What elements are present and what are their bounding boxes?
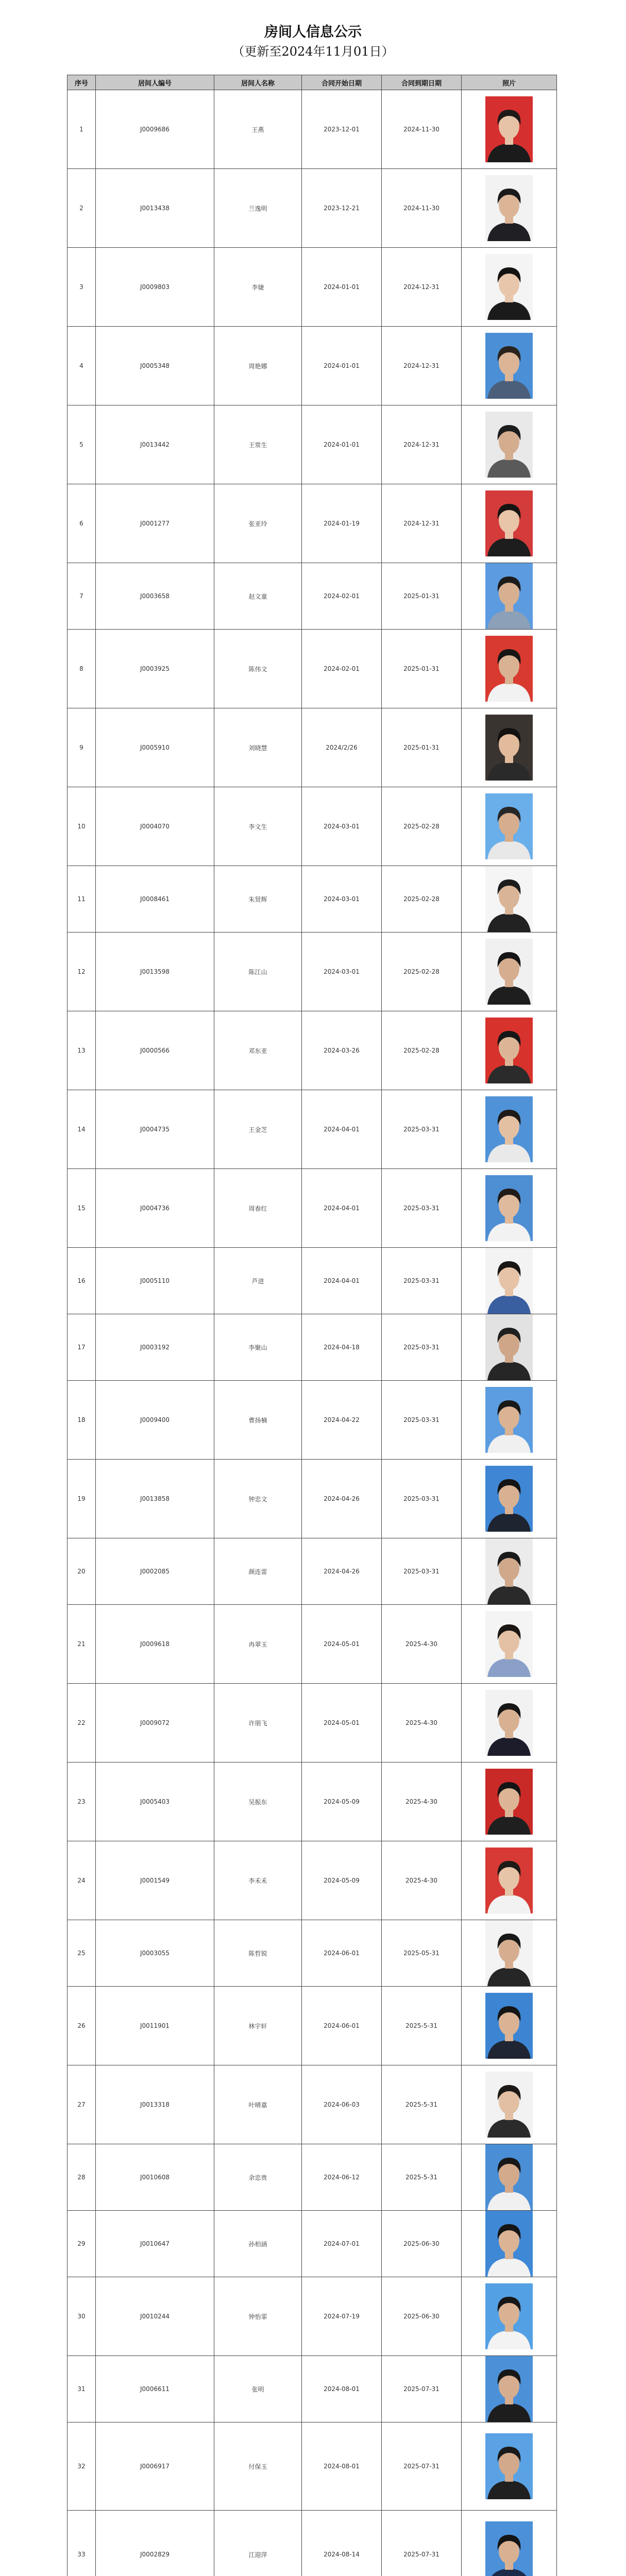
row-photo-cell [462,1169,557,1248]
portrait-photo [485,1387,533,1453]
page-title: 房间人信息公示 [264,24,362,40]
portrait-photo [485,1993,533,2059]
row-photo-cell [462,2144,557,2211]
row-start-date: 2024-06-03 [302,2065,382,2144]
row-end-date: 2024-12-31 [382,327,462,405]
row-code: J0005910 [96,708,214,787]
row-photo-cell [462,1460,557,1538]
table-row [67,169,557,248]
row-photo-cell [462,484,557,563]
table-row [67,1011,557,1090]
row-seq: 18 [67,1381,96,1460]
table-row [67,405,557,484]
row-name: 陈哲锐 [214,1920,302,1987]
row-seq: 26 [67,1987,96,2065]
table-row [67,1841,557,1920]
row-seq: 14 [67,1090,96,1169]
table-header-row [67,75,557,90]
row-end-date: 2025-06-30 [382,2211,462,2277]
row-seq: 3 [67,248,96,327]
row-code: J0013858 [96,1460,214,1538]
portrait-photo [485,490,533,556]
row-photo-cell [462,1314,557,1381]
row-name: 王燕 [214,90,302,169]
row-seq: 25 [67,1920,96,1987]
row-name: 颜连雷 [214,1538,302,1605]
row-code: J0000566 [96,1011,214,1090]
header-code: 居间人编号 [96,75,214,90]
portrait-photo [485,1769,533,1835]
row-photo-cell [462,1987,557,2065]
table-row [67,1090,557,1169]
row-code: J0013442 [96,405,214,484]
header-photo: 照片 [462,75,557,90]
row-code: J0005110 [96,1248,214,1314]
portrait-photo [485,1690,533,1756]
table-row [67,2211,557,2277]
row-name: 李婕 [214,248,302,327]
row-name: 吴振东 [214,1762,302,1841]
row-seq: 19 [67,1460,96,1538]
table-row [67,2356,557,2422]
table-row [67,1248,557,1314]
portrait-photo [485,636,533,702]
row-end-date: 2025-5-31 [382,2065,462,2144]
row-photo-cell [462,933,557,1011]
portrait-photo [485,715,533,781]
row-start-date: 2024-03-01 [302,933,382,1011]
table-row [67,2277,557,2356]
row-start-date: 2023-12-21 [302,169,382,248]
row-start-date: 2024-02-01 [302,630,382,708]
row-end-date: 2024-11-30 [382,169,462,248]
row-photo-cell [462,1090,557,1169]
row-start-date: 2024-02-01 [302,563,382,630]
row-photo-cell [462,1841,557,1920]
row-seq: 11 [67,866,96,933]
row-seq: 8 [67,630,96,708]
row-code: J0010244 [96,2277,214,2356]
portrait-photo [485,793,533,859]
row-seq: 33 [67,2511,96,2576]
row-name: 赵文童 [214,563,302,630]
row-code: J0003192 [96,1314,214,1381]
portrait-photo [485,412,533,478]
row-start-date: 2024-04-18 [302,1314,382,1381]
row-seq: 20 [67,1538,96,1605]
row-start-date: 2024-06-01 [302,1987,382,2065]
row-photo-cell [462,90,557,169]
portrait-photo [485,1848,533,1913]
row-name: 陈江山 [214,933,302,1011]
table-row [67,1538,557,1605]
row-name: 周艳娜 [214,327,302,405]
portrait-photo [485,2072,533,2138]
row-code: J0011901 [96,1987,214,2065]
portrait-photo [485,1466,533,1532]
row-start-date: 2024-07-19 [302,2277,382,2356]
row-name: 冉翠玉 [214,1605,302,1684]
row-start-date: 2024-05-09 [302,1841,382,1920]
row-code: J0013438 [96,169,214,248]
row-photo-cell [462,787,557,866]
row-start-date: 2024-03-01 [302,866,382,933]
row-photo-cell [462,563,557,630]
row-end-date: 2025-01-31 [382,708,462,787]
row-name: 叶晴嘉 [214,2065,302,2144]
row-start-date: 2024-04-22 [302,1381,382,1460]
row-seq: 22 [67,1684,96,1762]
row-name: 曹扬楠 [214,1381,302,1460]
row-start-date: 2024-08-01 [302,2356,382,2422]
table-row [67,248,557,327]
row-start-date: 2024-04-01 [302,1169,382,1248]
table-row [67,2065,557,2144]
row-end-date: 2024-11-30 [382,90,462,169]
row-name: 王常生 [214,405,302,484]
table-row [67,1460,557,1538]
row-code: J0013598 [96,933,214,1011]
table-row [67,2422,557,2511]
row-name: 刘晓慧 [214,708,302,787]
row-seq: 27 [67,2065,96,2144]
row-seq: 32 [67,2422,96,2511]
row-start-date: 2024-06-01 [302,1920,382,1987]
row-start-date: 2024/2/26 [302,708,382,787]
row-photo-cell [462,2277,557,2356]
portrait-photo [485,1920,533,1986]
row-code: J0002829 [96,2511,214,2576]
row-seq: 10 [67,787,96,866]
row-photo-cell [462,1381,557,1460]
row-seq: 2 [67,169,96,248]
row-code: J0004735 [96,1090,214,1169]
header-start-date: 合同开始日期 [302,75,382,90]
table-row [67,90,557,169]
broker-table [67,75,557,2576]
row-start-date: 2024-04-26 [302,1460,382,1538]
header-end-date: 合同到期日期 [382,75,462,90]
table-row [67,1314,557,1381]
row-end-date: 2025-03-31 [382,1090,462,1169]
portrait-photo [485,96,533,162]
row-photo-cell [462,630,557,708]
row-start-date: 2024-01-01 [302,327,382,405]
row-start-date: 2024-01-01 [302,405,382,484]
portrait-photo [485,333,533,399]
row-end-date: 2025-03-31 [382,1248,462,1314]
table-row [67,1762,557,1841]
row-start-date: 2024-04-26 [302,1538,382,1605]
portrait-photo [485,1175,533,1241]
row-code: J0010647 [96,2211,214,2277]
portrait-photo [485,2521,533,2576]
row-end-date: 2025-02-28 [382,1011,462,1090]
row-end-date: 2025-05-31 [382,1920,462,1987]
row-name: 李禾禾 [214,1841,302,1920]
row-seq: 5 [67,405,96,484]
row-name: 陈伟文 [214,630,302,708]
row-name: 朱贤辉 [214,866,302,933]
row-code: J0009618 [96,1605,214,1684]
row-photo-cell [462,2511,557,2576]
row-photo-cell [462,1248,557,1314]
row-code: J0005403 [96,1762,214,1841]
row-end-date: 2025-07-31 [382,2511,462,2576]
row-end-date: 2025-03-31 [382,1169,462,1248]
row-seq: 7 [67,563,96,630]
portrait-photo [485,1611,533,1677]
row-name: 付保玉 [214,2422,302,2511]
row-end-date: 2025-03-31 [382,1381,462,1460]
row-end-date: 2025-02-28 [382,933,462,1011]
row-end-date: 2025-02-28 [382,866,462,933]
portrait-photo [485,1538,533,1604]
row-photo-cell [462,1684,557,1762]
table-row [67,1920,557,1987]
row-seq: 6 [67,484,96,563]
row-start-date: 2024-07-01 [302,2211,382,2277]
row-code: J0004736 [96,1169,214,1248]
row-seq: 28 [67,2144,96,2211]
row-photo-cell [462,1605,557,1684]
row-photo-cell [462,2422,557,2511]
table-row [67,2144,557,2211]
row-start-date: 2024-03-01 [302,787,382,866]
portrait-photo [485,2356,533,2422]
row-seq: 23 [67,1762,96,1841]
row-seq: 31 [67,2356,96,2422]
row-name: 江迎萍 [214,2511,302,2576]
row-name: 兰逸明 [214,169,302,248]
row-seq: 16 [67,1248,96,1314]
portrait-photo [485,175,533,241]
row-code: J0008461 [96,866,214,933]
row-name: 钟怡霏 [214,2277,302,2356]
portrait-photo [485,1314,533,1380]
row-name: 张明 [214,2356,302,2422]
row-end-date: 2025-03-31 [382,1538,462,1605]
row-photo-cell [462,248,557,327]
row-code: J0006917 [96,2422,214,2511]
row-name: 张亚玲 [214,484,302,563]
row-end-date: 2024-12-31 [382,484,462,563]
table-row [67,1381,557,1460]
header-seq: 序号 [67,75,96,90]
row-start-date: 2024-03-26 [302,1011,382,1090]
row-name: 周春红 [214,1169,302,1248]
row-photo-cell [462,1538,557,1605]
row-seq: 30 [67,2277,96,2356]
row-seq: 9 [67,708,96,787]
row-seq: 15 [67,1169,96,1248]
table-row [67,1684,557,1762]
row-end-date: 2025-5-31 [382,2144,462,2211]
row-photo-cell [462,1920,557,1987]
portrait-photo [485,2144,533,2210]
row-code: J0001549 [96,1841,214,1920]
row-start-date: 2024-05-01 [302,1605,382,1684]
row-name: 孙柏涵 [214,2211,302,2277]
row-name: 李文生 [214,787,302,866]
row-end-date: 2025-03-31 [382,1314,462,1381]
row-start-date: 2024-01-19 [302,484,382,563]
row-start-date: 2024-05-09 [302,1762,382,1841]
row-code: J0004070 [96,787,214,866]
portrait-photo [485,254,533,320]
row-photo-cell [462,1011,557,1090]
row-end-date: 2025-4-30 [382,1684,462,1762]
row-seq: 13 [67,1011,96,1090]
row-end-date: 2025-4-30 [382,1605,462,1684]
row-seq: 29 [67,2211,96,2277]
row-end-date: 2025-5-31 [382,1987,462,2065]
row-end-date: 2024-12-31 [382,248,462,327]
portrait-photo [485,2211,533,2277]
row-code: J0005348 [96,327,214,405]
row-code: J0002085 [96,1538,214,1605]
row-code: J0001277 [96,484,214,563]
row-end-date: 2025-03-31 [382,1460,462,1538]
row-photo-cell [462,2211,557,2277]
table-row [67,866,557,933]
row-name: 林宇轩 [214,1987,302,2065]
page-subtitle: （更新至2024年11月01日） [232,44,394,59]
table-row [67,787,557,866]
row-code: J0009072 [96,1684,214,1762]
table-row [67,563,557,630]
row-end-date: 2025-01-31 [382,563,462,630]
row-seq: 21 [67,1605,96,1684]
row-name: 王金芝 [214,1090,302,1169]
row-seq: 17 [67,1314,96,1381]
row-end-date: 2025-07-31 [382,2422,462,2511]
portrait-photo [485,563,533,629]
row-code: J0013318 [96,2065,214,2144]
row-start-date: 2023-12-01 [302,90,382,169]
portrait-photo [485,1248,533,1314]
row-code: J0006611 [96,2356,214,2422]
row-code: J0003055 [96,1920,214,1987]
row-end-date: 2025-06-30 [382,2277,462,2356]
row-code: J0009400 [96,1381,214,1460]
row-name: 邓东亚 [214,1011,302,1090]
row-photo-cell [462,1762,557,1841]
row-end-date: 2024-12-31 [382,405,462,484]
row-name: 李聚山 [214,1314,302,1381]
header-name: 居间人名称 [214,75,302,90]
portrait-photo [485,2433,533,2499]
row-seq: 1 [67,90,96,169]
row-end-date: 2025-02-28 [382,787,462,866]
row-code: J0003925 [96,630,214,708]
table-row [67,708,557,787]
portrait-photo [485,866,533,932]
table-row [67,2511,557,2576]
row-seq: 12 [67,933,96,1011]
row-start-date: 2024-06-12 [302,2144,382,2211]
row-seq: 24 [67,1841,96,1920]
row-name: 余忠贵 [214,2144,302,2211]
row-end-date: 2025-07-31 [382,2356,462,2422]
table-row [67,1169,557,1248]
row-code: J0009686 [96,90,214,169]
row-end-date: 2025-4-30 [382,1762,462,1841]
row-seq: 4 [67,327,96,405]
row-start-date: 2024-08-14 [302,2511,382,2576]
row-name: 芦进 [214,1248,302,1314]
table-row [67,933,557,1011]
row-photo-cell [462,169,557,248]
row-code: J0003658 [96,563,214,630]
portrait-photo [485,939,533,1005]
row-photo-cell [462,2065,557,2144]
row-photo-cell [462,405,557,484]
row-end-date: 2025-01-31 [382,630,462,708]
row-code: J0010608 [96,2144,214,2211]
row-name: 许朋飞 [214,1684,302,1762]
row-name: 钟忠文 [214,1460,302,1538]
table-row [67,327,557,405]
table-row [67,630,557,708]
row-start-date: 2024-04-01 [302,1090,382,1169]
row-code: J0009803 [96,248,214,327]
table-row [67,1605,557,1684]
row-photo-cell [462,327,557,405]
row-start-date: 2024-04-01 [302,1248,382,1314]
row-start-date: 2024-08-01 [302,2422,382,2511]
portrait-photo [485,1096,533,1162]
table-row [67,1987,557,2065]
row-start-date: 2024-05-01 [302,1684,382,1762]
row-photo-cell [462,866,557,933]
row-start-date: 2024-01-01 [302,248,382,327]
row-photo-cell [462,2356,557,2422]
portrait-photo [485,1018,533,1083]
portrait-photo [485,2283,533,2349]
row-end-date: 2025-4-30 [382,1841,462,1920]
row-photo-cell [462,708,557,787]
table-row [67,484,557,563]
